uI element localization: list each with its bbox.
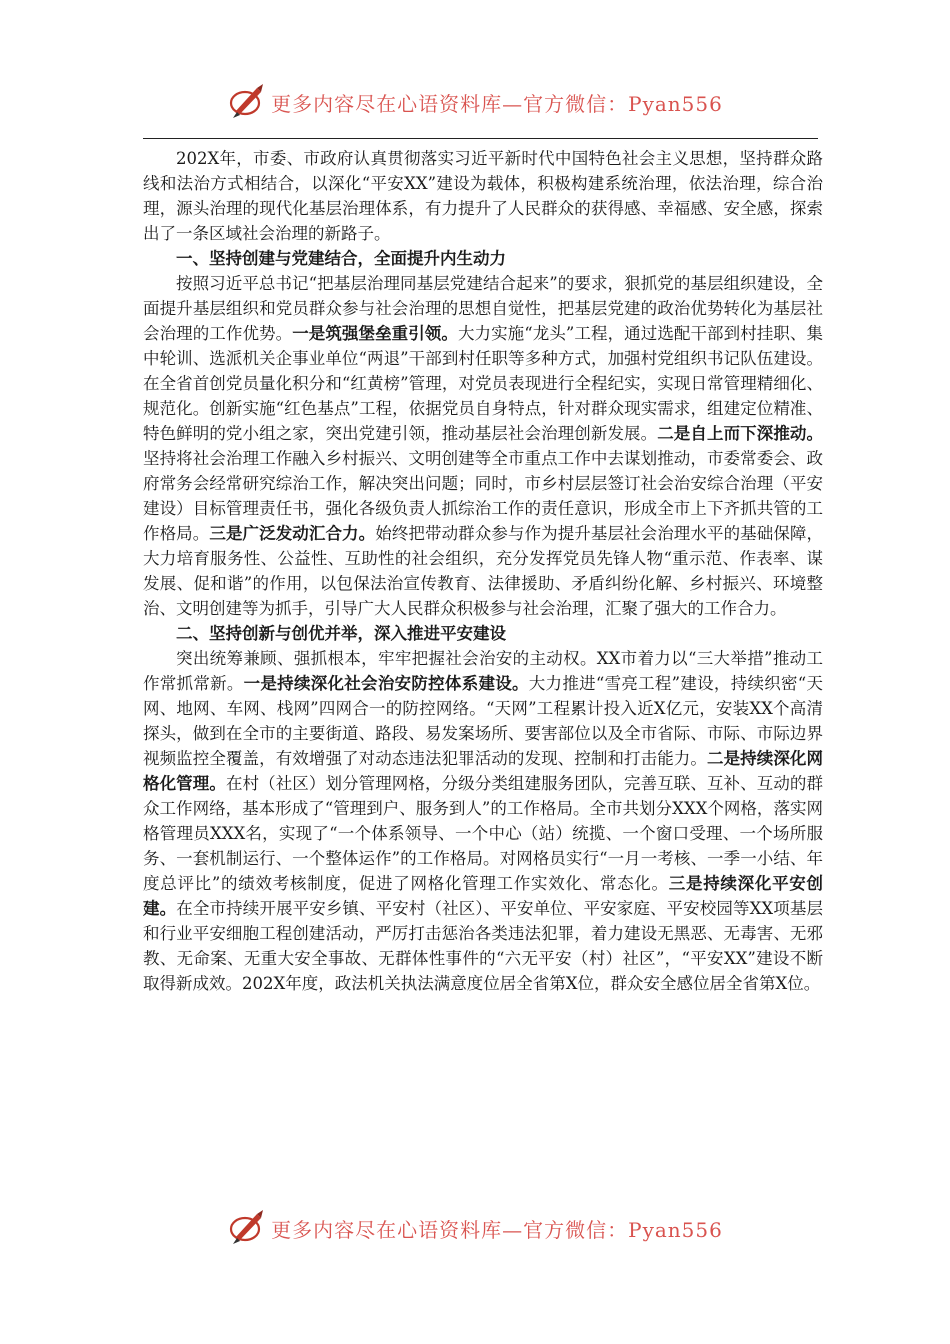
- header-divider: [143, 138, 818, 139]
- point-2-title: 二是自上而下深推动。: [657, 424, 824, 443]
- point-3-title: 三是广泛发动汇合力。: [209, 524, 376, 543]
- section-1-paragraph: 按照习近平总书记“把基层治理同基层党建结合起来”的要求，狠抓党的基层组织建设，全面提升基层组织和党员群众参与社会治理的思想自觉性，把基层党建的政治优势转化为基层社会治理的工作优势。一是筑强堡垒重引领。大力实施“龙头”工程，通过选配干部到村挂职、集中轮训、选派机关企事业单位“两退”干部到村任职等多种方式，加强村党组织书记队伍建设。在全省首创党员量化积分和“红黄榜”管理，对党员表现进行全程纪实，实现日常管理精细化、规范化。创新实施“红色基点”工程，依据党员自身特点，针对群众现实需求，组建定位精准、特色鲜明的党小组之家，突出党建引领，推动基层社会治理创新发展。二是自上而下深推动。坚持将社会治理工作融入乡村振兴、文明创建等全市重点工作中去谋划推动，市委常委会、政府常务会经常研究综治工作，解决突出问题；同时，市乡村层层签订社会治安综合治理（平安建设）目标管理责任书，强化各级负责人抓综治工作的责任意识，形成全市上下齐抓共管的工作格局。三是广泛发动汇合力。始终把带动群众参与作为提升基层社会治理水平的基础保障，大力培育服务性、公益性、互助性的社会组织，充分发挥党员先锋人物“重示范、作表率、谋发展、促和谐”的作用，以包保法治宣传教育、法律援助、矛盾纠纷化解、乡村振兴、环境整治、文明创建等为抓手，引导广大人民群众积极参与社会治理，汇聚了强大的工作合力。: [143, 274, 824, 618]
- footer-banner: [0, 1206, 950, 1250]
- header-banner: [0, 80, 950, 124]
- point-1-title: 一是筑强堡垒重引领。: [292, 324, 458, 343]
- measure-3-title: 三是持续深化平安创建。: [143, 874, 824, 918]
- banner-text: 更多内容尽在心语资料库—官方微信：Pyan556: [271, 1217, 723, 1242]
- banner-text: 更多内容尽在心语资料库—官方微信：Pyan556: [271, 91, 723, 116]
- document-body: [143, 146, 823, 996]
- section-heading-1: 一、坚持创建与党建结合，全面提升内生动力: [176, 249, 506, 268]
- intro-paragraph: 202X年，市委、市政府认真贯彻落实习近平新时代中国特色社会主义思想，坚持群众路线和法治方式相结合，以深化“平安XX”建设为载体，积极构建系统治理，依法治理，综合治理，源头治理的现代化基层治理体系，有力提升了人民群众的获得感、幸福感、安全感，探索出了一条区域社会治理的新路子。: [143, 149, 823, 243]
- measure-1-title: 一是持续深化社会治安防控体系建设。: [243, 674, 529, 693]
- measure-2-title: 二是持续深化网格化管理。: [143, 749, 824, 793]
- section-2-paragraph: 突出统筹兼顾、强抓根本，牢牢把握社会治安的主动权。XX市着力以“三大举措”推动工作常抓常新。一是持续深化社会治安防控体系建设。大力推进“雪亮工程”建设，持续织密“天网、地网、车网、栈网”四网合一的防控网络。“天网”工程累计投入近X亿元，安装XX个高清探头，做到在全市的主要街道、路段、易发案场所、要害部位以及全市省际、市际、市际边界视频监控全覆盖，有效增强了对动态违法犯罪活动的发现、控制和打击能力。二是持续深化网格化管理。在村（社区）划分管理网格，分级分类组建服务团队，完善互联、互补、互动的群众工作网络，基本形成了“管理到户、服务到人”的工作格局。全市共划分XXX个网格，落实网格管理员XXX名，实现了“一个体系领导、一个中心（站）统揽、一个窗口受理、一个场所服务、一套机制运行、一个整体运作”的工作格局。对网格员实行“一月一考核、一季一小结、年度总评比”的绩效考核制度，促进了网格化管理工作实效化、常态化。三是持续深化平安创建。在全市持续开展平安乡镇、平安村（社区）、平安单位、平安家庭、平安校园等XX项基层和行业平安细胞工程创建活动，严厉打击惩治各类违法犯罪，着力建设无黑恶、无毒害、无邪教、无命案、无重大安全事故、无群体性事件的“六无平安（村）社区”，“平安XX”建设不断取得新成效。202X年度，政法机关执法满意度位居全省第X位，群众安全感位居全省第X位。: [143, 649, 824, 993]
- section-heading-2: 二、坚持创新与创优并举，深入推进平安建设: [176, 624, 506, 643]
- pen-quill-logo-icon: [227, 1208, 267, 1248]
- pen-quill-logo-icon: [227, 82, 267, 122]
